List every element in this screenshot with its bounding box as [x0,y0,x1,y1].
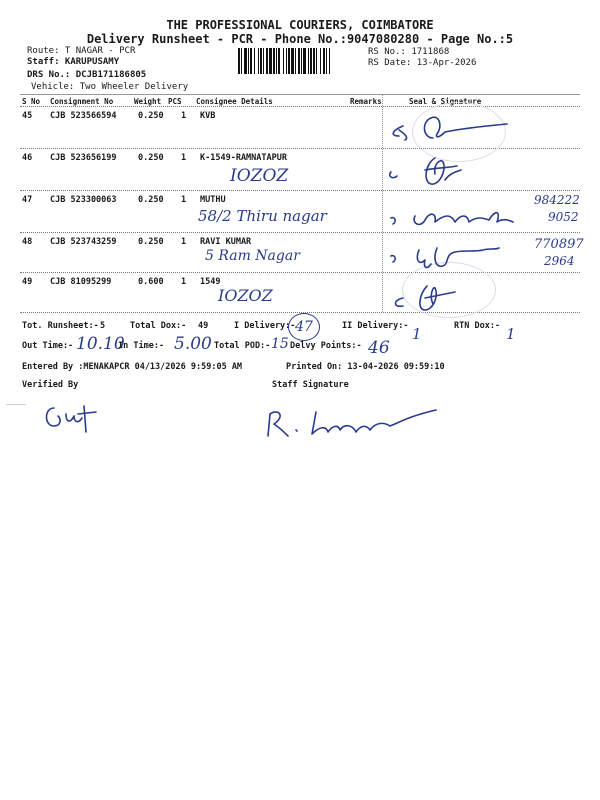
ii-delivery-value: 1 [412,325,422,343]
recipient-signature [385,150,475,192]
header-rule [20,106,580,107]
in-time-label: In Time:- [118,341,165,351]
verified-by-label: Verified By [22,380,79,390]
row-pcs: 1 [181,277,187,287]
row-pcs: 1 [181,111,187,121]
row-consignee: K-1549-RAMNATAPUR [200,153,287,163]
total-dox-label: Total Dox:- [130,321,187,331]
out-time-value: 10.10 [76,334,125,354]
barcode-bar [288,48,290,74]
col-pcs: PCS [168,97,182,106]
row-weight: 0.250 [138,237,164,247]
barcode-bar [238,48,240,74]
recipient-signature [385,276,475,316]
staff-text: Staff: KARUPUSAMY [27,57,120,67]
row-consignment: CJB 523656199 [50,153,117,163]
row-consignment: CJB 81095299 [50,277,112,287]
total-dox-value: 49 [198,321,209,331]
col-consignee: Consignee Details [196,97,273,106]
margin-mark [6,404,26,405]
barcode-bar [276,48,277,74]
handwritten-phone: 984222 [534,193,580,207]
recipient-signature [385,200,525,232]
row-pcs: 1 [181,153,187,163]
col-consignment: Consignment No [50,97,114,106]
route-text: Route: T NAGAR - PCR [27,46,136,56]
recipient-signature [385,108,515,148]
barcode-bar [263,48,264,74]
handwritten-note: 58/2 Thiru nagar [198,207,327,225]
in-time-value: 5.00 [174,334,212,354]
barcode-bar [278,48,280,74]
row-consignee: RAVI KUMAR [200,237,252,247]
verifier-signature [38,398,108,434]
row-consignee: MUTHU [200,195,226,205]
delvy-points-label: Delvy Points:- [290,341,362,351]
row-rule [20,190,580,191]
rs-number: RS No.: 1711868 [368,47,450,57]
out-time-label: Out Time:- [22,341,74,351]
barcode-bar [244,48,247,74]
barcode-bar [273,48,275,74]
barcode-bar [266,48,268,74]
row-sno: 48 [22,237,33,247]
barcode-bar [295,48,296,74]
staff-signature-label: Staff Signature [272,380,349,390]
row-sno: 46 [22,153,33,163]
barcode-bar [316,48,317,74]
barcode-bar [241,48,242,74]
printed-on: Printed On: 13-04-2026 09:59:10 [286,362,445,372]
ii-delivery-label: II Delivery:- [342,321,409,331]
row-weight: 0.600 [138,277,164,287]
row-weight: 0.250 [138,153,164,163]
handwritten-note: IOZOZ [230,166,289,186]
total-pod-value: 15 [271,336,289,352]
barcode-bar [310,48,312,74]
row-sno: 47 [22,195,33,205]
tot-runsheet-label: Tot. Runsheet:- [22,321,99,331]
row-pcs: 1 [181,195,187,205]
row-consignee: 1549 [200,277,221,287]
row-consignee: KVB [200,111,216,121]
barcode-bar [326,48,327,74]
handwritten-note: IOZOZ [218,286,273,305]
barcode [238,48,364,74]
total-pod-label: Total POD:- [214,341,271,351]
barcode-bar [313,48,315,74]
seal-column-divider [382,94,383,312]
handwritten-phone: 770897 [534,237,584,252]
barcode-bar [286,48,287,74]
tot-runsheet-value: 5 [100,321,106,331]
col-seal: Seal & Signature [409,97,482,106]
row-weight: 0.250 [138,111,164,121]
handwritten-phone: 9052 [548,210,579,224]
barcode-bar [248,48,249,74]
barcode-bar [301,48,302,74]
barcode-bar [250,48,252,74]
barcode-bar [298,48,300,74]
company-title: THE PROFESSIONAL COURIERS, COIMBATORE [166,18,434,32]
runsheet-title: Delivery Runsheet - PCR - Phone No.:9047080280 - Page No.:5 [86,32,514,46]
handwritten-note: 5 Ram Nagar [205,248,300,264]
barcode-bar [323,48,325,74]
row-consignment: CJB 523300063 [50,195,117,205]
col-remarks: Remarks [350,97,382,106]
row-consignment: CJB 523743259 [50,237,117,247]
delvy-points-value: 46 [368,338,390,358]
barcode-bar [320,48,321,74]
table-top-rule [20,94,580,95]
barcode-bar [329,48,330,74]
i-delivery-label: I Delivery:- [234,321,296,331]
rs-date: RS Date: 13-Apr-2026 [368,58,477,68]
barcode-bar [303,48,306,74]
barcode-bar [258,48,259,74]
row-rule [20,232,580,233]
row-pcs: 1 [181,237,187,247]
rtn-dox-value: 1 [506,325,516,343]
row-rule [20,272,580,273]
col-weight: Weight [134,97,162,106]
recipient-signature [385,238,525,272]
row-consignment: CJB 523566594 [50,111,117,121]
row-sno: 45 [22,111,33,121]
barcode-bar [260,48,262,74]
vehicle-text: Vehicle: Two Wheeler Delivery [31,82,189,92]
i-delivery-value: 47 [288,313,320,341]
row-weight: 0.250 [138,195,164,205]
col-sno: S No [22,97,41,106]
row-sno: 49 [22,277,33,287]
barcode-bar [283,48,284,74]
rtn-dox-label: RTN Dox:- [454,321,501,331]
staff-signature [260,404,450,442]
drs-text: DRS No.: DCJB171186805 [27,70,147,80]
entered-by: Entered By :MENAKAPCR 04/13/2026 9:59:05 AM [22,362,243,372]
barcode-bar [269,48,272,74]
barcode-bar [308,48,309,74]
barcode-bar [254,48,255,74]
handwritten-phone: 2964 [544,254,575,268]
barcode-bar [291,48,294,74]
